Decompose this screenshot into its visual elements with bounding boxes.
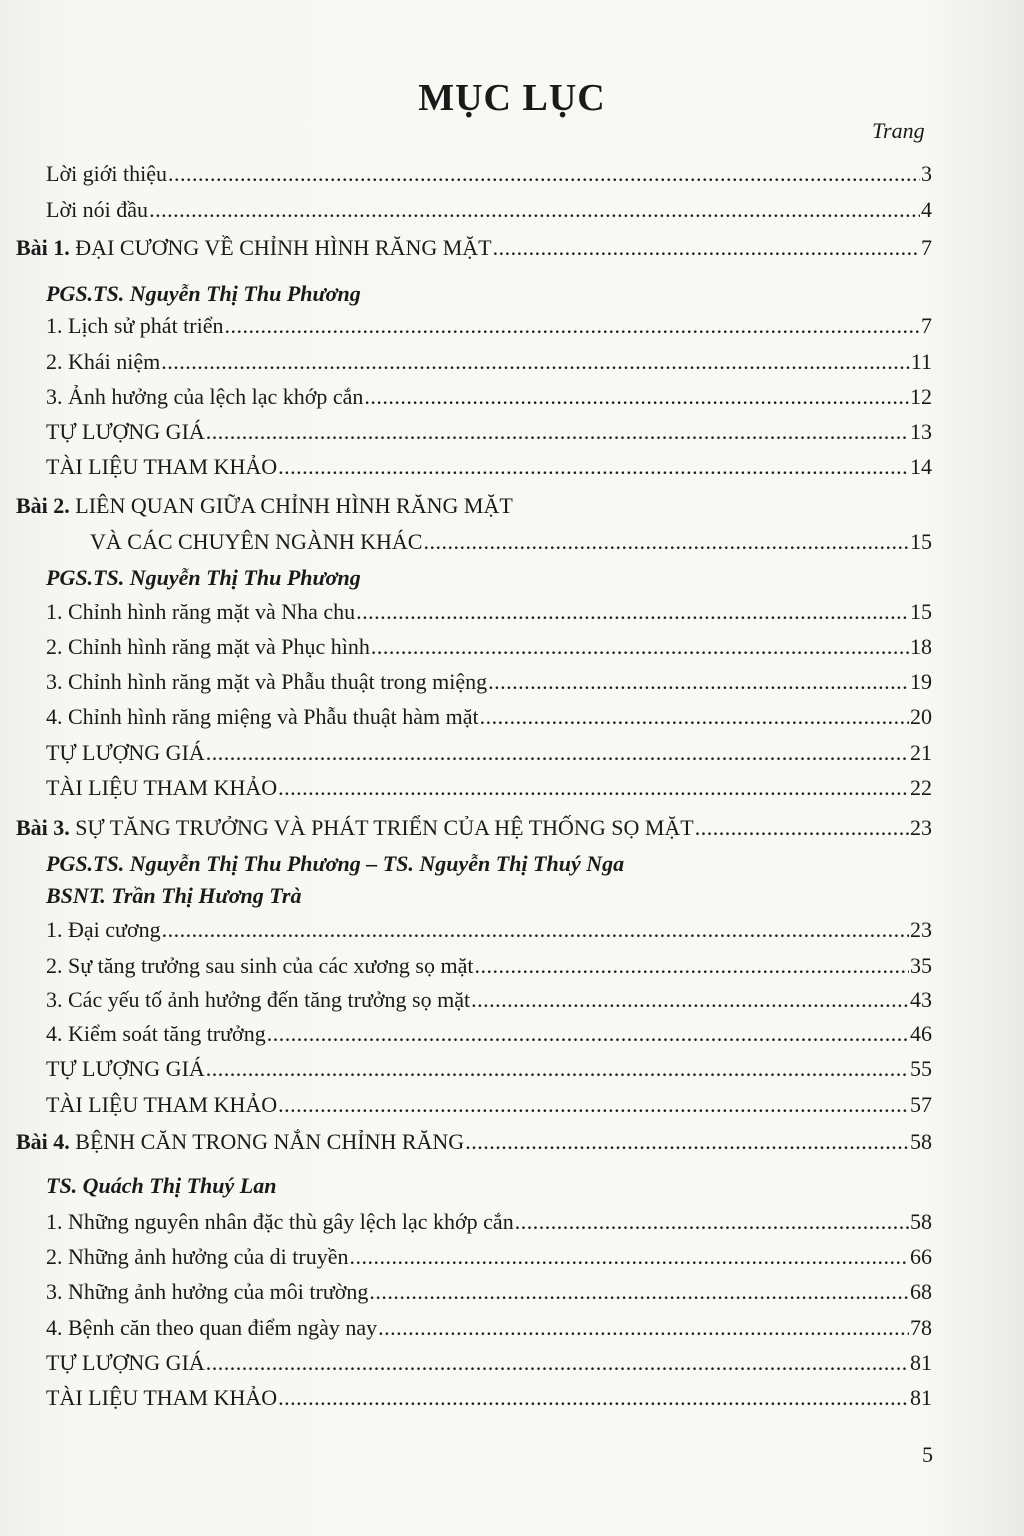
- toc-entry: TỰ LƯỢNG GIÁ ..... 21: [46, 739, 932, 767]
- toc-entry: TÀI LIỆU THAM KHẢO ..... 57: [46, 1091, 932, 1119]
- toc-entry: TỰ LƯỢNG GIÁ ..... 55: [46, 1055, 932, 1083]
- toc-entry: TÀI LIỆU THAM KHẢO ..... 22: [46, 774, 932, 802]
- toc-chapter: Bài 3. SỰ TĂNG TRƯỞNG VÀ PHÁT TRIỂN CỦA HỆ THỐNG SỌ MẶT ..... 23: [16, 814, 932, 842]
- toc-chapter: Bài 2. LIÊN QUAN GIỮA CHỈNH HÌNH RĂNG MẶT: [16, 493, 513, 518]
- toc-entry: Lời giới thiệu ..... 3: [46, 160, 932, 188]
- toc-entry: Lời nói đầu ..... 4: [46, 196, 932, 224]
- toc-entry: 1. Chỉnh hình răng mặt và Nha chu ..... 15: [46, 598, 932, 626]
- toc-entry: TÀI LIỆU THAM KHẢO ..... 81: [46, 1384, 932, 1412]
- toc-entry: 2. Chỉnh hình răng mặt và Phục hình ..... 18: [46, 633, 932, 661]
- toc-entry: 3. Những ảnh hưởng của môi trường ..... 68: [46, 1278, 932, 1306]
- toc-chapter: Bài 1. ĐẠI CƯƠNG VỀ CHỈNH HÌNH RĂNG MẶT ..... 7: [16, 234, 932, 262]
- page-column-header: Trang: [872, 118, 925, 143]
- toc-chapter: Bài 4. BỆNH CĂN TRONG NẮN CHỈNH RĂNG ..... 58: [16, 1128, 932, 1156]
- toc-entry: 3. Ảnh hưởng của lệch lạc khớp cắn ..... 12: [46, 383, 932, 411]
- page-title: MỤC LỤC: [418, 77, 606, 119]
- toc-entry: 3. Các yếu tố ảnh hưởng đến tăng trưởng sọ mặt ..... 43: [46, 986, 932, 1014]
- toc-entry: 1. Những nguyên nhân đặc thù gây lệch lạc khớp cắn ..... 58: [46, 1208, 932, 1236]
- chapter-author: PGS.TS. Nguyễn Thị Thu Phương: [46, 281, 361, 306]
- toc-entry: 2. Sự tăng trưởng sau sinh của các xương sọ mặt ..... 35: [46, 952, 932, 980]
- toc-entry: 4. Kiểm soát tăng trưởng ..... 46: [46, 1020, 932, 1048]
- toc-entry: TỰ LƯỢNG GIÁ ..... 13: [46, 418, 932, 446]
- page-number: 5: [922, 1442, 933, 1467]
- toc-entry: TỰ LƯỢNG GIÁ ..... 81: [46, 1349, 932, 1377]
- toc-entry: TÀI LIỆU THAM KHẢO ..... 14: [46, 453, 932, 481]
- chapter-author: TS. Quách Thị Thuý Lan: [46, 1173, 277, 1198]
- chapter-author: PGS.TS. Nguyễn Thị Thu Phương: [46, 565, 361, 590]
- toc-entry: 1. Đại cương ..... 23: [46, 916, 932, 944]
- toc-entry: 2. Những ảnh hưởng của di truyền ..... 66: [46, 1243, 932, 1271]
- toc-entry: VÀ CÁC CHUYÊN NGÀNH KHÁC ..... 15: [90, 528, 932, 556]
- toc-entry: 4. Chỉnh hình răng miệng và Phẫu thuật hàm mặt ..... 20: [46, 703, 932, 731]
- toc-entry: 4. Bệnh căn theo quan điểm ngày nay ..... 78: [46, 1314, 932, 1342]
- chapter-author: BSNT. Trần Thị Hương Trà: [46, 883, 302, 908]
- toc-entry: 2. Khái niệm ..... 11: [46, 348, 932, 376]
- toc-entry: 1. Lịch sử phát triển ..... 7: [46, 312, 932, 340]
- toc-entry: 3. Chỉnh hình răng mặt và Phẫu thuật trong miệng ..... 19: [46, 668, 932, 696]
- chapter-author: PGS.TS. Nguyễn Thị Thu Phương – TS. Nguyễn Thị Thuý Nga: [46, 851, 625, 876]
